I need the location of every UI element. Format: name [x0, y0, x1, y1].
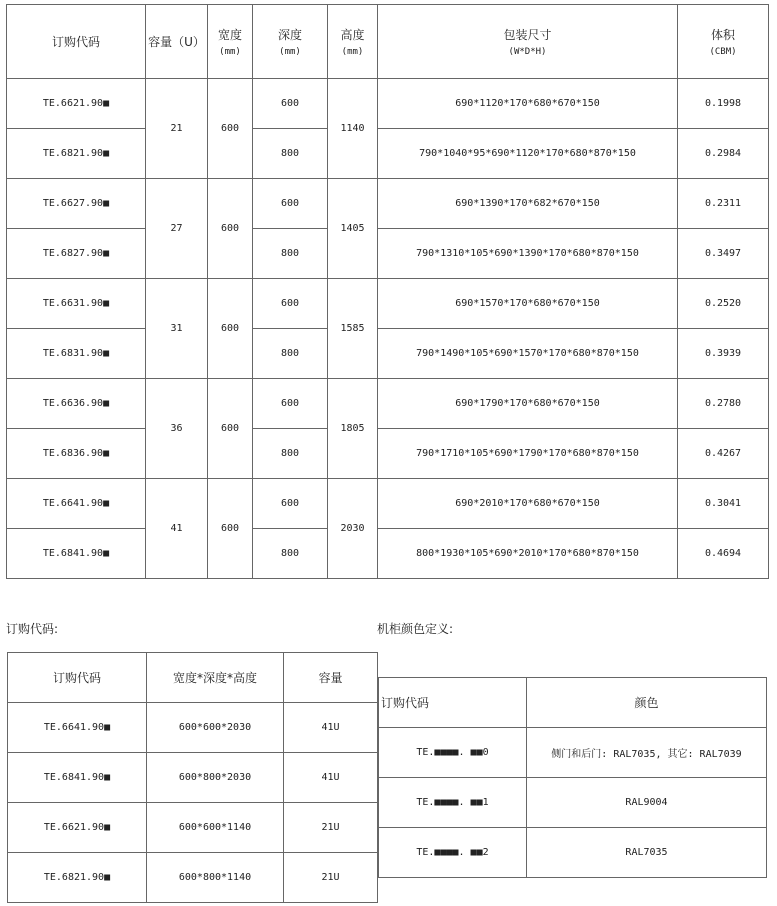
cell-package: 790*1490*105*690*1570*170*680*870*150 [378, 329, 678, 379]
header-volume [678, 5, 769, 79]
header-code: 订购代码 [7, 5, 146, 79]
header-package-label: 包装尺寸 [503, 28, 552, 42]
header-depth-unit: (mm) [279, 47, 301, 57]
color-table [378, 677, 767, 878]
cell-depth: 800 [253, 129, 328, 179]
cell-package: 690*1570*170*680*670*150 [378, 279, 678, 329]
table-row [8, 853, 378, 903]
spec-header-row [7, 5, 769, 79]
cell-volume: 0.2311 [678, 179, 769, 229]
table-row [379, 778, 767, 828]
color-cell-value: 侧门和后门: RAL7035, 其它: RAL7039 [527, 728, 767, 778]
cell-depth: 600 [253, 479, 328, 529]
order-header-code: 订购代码 [8, 653, 147, 703]
cell-depth: 800 [253, 329, 328, 379]
cell-code: TE.6831.90■ [7, 329, 146, 379]
header-package-unit: (W*D*H) [508, 47, 547, 57]
cell-volume: 0.3497 [678, 229, 769, 279]
cell-depth: 800 [253, 229, 328, 279]
order-cell-capacity: 41U [284, 753, 378, 803]
cell-volume: 0.2520 [678, 279, 769, 329]
order-cell-code: TE.6621.90■ [8, 803, 147, 853]
header-depth [253, 5, 328, 79]
table-row [379, 828, 767, 878]
cell-package: 790*1040*95*690*1120*170*680*870*150 [378, 129, 678, 179]
cell-width: 600 [208, 379, 253, 479]
color-header-row [379, 678, 767, 728]
table-row [7, 279, 769, 329]
table-row [7, 179, 769, 229]
header-height-unit: (mm) [341, 47, 364, 57]
header-depth-label: 深度 [277, 28, 302, 42]
order-section-label: 订购代码: [6, 622, 59, 636]
order-cell-code: TE.6641.90■ [8, 703, 147, 753]
cell-height: 1585 [328, 279, 378, 379]
cell-height: 2030 [328, 479, 378, 579]
table-row [8, 753, 378, 803]
cell-capacity: 21 [146, 79, 208, 179]
color-cell-code: TE.■■■■. ■■2 [379, 828, 527, 878]
cell-height: 1405 [328, 179, 378, 279]
cell-volume: 0.3041 [678, 479, 769, 529]
table-row [379, 728, 767, 778]
cell-package: 690*2010*170*680*670*150 [378, 479, 678, 529]
cell-package: 790*1710*105*690*1790*170*680*870*150 [378, 429, 678, 479]
order-cell-dims: 600*800*2030 [147, 753, 284, 803]
cell-package: 790*1310*105*690*1390*170*680*870*150 [378, 229, 678, 279]
order-cell-code: TE.6821.90■ [8, 853, 147, 903]
cell-capacity: 27 [146, 179, 208, 279]
cell-depth: 600 [253, 379, 328, 429]
table-row [7, 79, 769, 129]
cell-height: 1140 [328, 79, 378, 179]
cell-volume: 0.2984 [678, 129, 769, 179]
cell-volume: 0.4267 [678, 429, 769, 479]
cell-package: 800*1930*105*690*2010*170*680*870*150 [378, 529, 678, 579]
cell-code: TE.6636.90■ [7, 379, 146, 429]
cell-depth: 600 [253, 279, 328, 329]
cell-width: 600 [208, 479, 253, 579]
order-header-dims: 宽度*深度*高度 [147, 653, 284, 703]
cell-capacity: 36 [146, 379, 208, 479]
cell-package: 690*1790*170*680*670*150 [378, 379, 678, 429]
cell-code: TE.6621.90■ [7, 79, 146, 129]
order-cell-dims: 600*600*1140 [147, 803, 284, 853]
order-cell-dims: 600*800*1140 [147, 853, 284, 903]
header-volume-label: 体积 [710, 28, 735, 42]
header-width-unit: (mm) [219, 47, 241, 57]
cell-width: 600 [208, 179, 253, 279]
cell-capacity: 31 [146, 279, 208, 379]
header-capacity: 容量（U） [146, 5, 208, 79]
cell-volume: 0.1998 [678, 79, 769, 129]
header-width [208, 5, 253, 79]
cell-capacity: 41 [146, 479, 208, 579]
color-cell-code: TE.■■■■. ■■0 [379, 728, 527, 778]
color-cell-code: TE.■■■■. ■■1 [379, 778, 527, 828]
header-package [378, 5, 678, 79]
cell-package: 690*1120*170*680*670*150 [378, 79, 678, 129]
color-header-color: 颜色 [527, 678, 767, 728]
cell-height: 1805 [328, 379, 378, 479]
cell-volume: 0.2780 [678, 379, 769, 429]
order-cell-capacity: 21U [284, 853, 378, 903]
cell-depth: 800 [253, 429, 328, 479]
spec-table [6, 4, 769, 579]
table-row [7, 129, 769, 179]
cell-code: TE.6827.90■ [7, 229, 146, 279]
order-header-capacity: 容量 [284, 653, 378, 703]
order-cell-code: TE.6841.90■ [8, 753, 147, 803]
cell-depth: 800 [253, 529, 328, 579]
order-table [7, 652, 378, 903]
cell-volume: 0.3939 [678, 329, 769, 379]
cell-width: 600 [208, 279, 253, 379]
cell-volume: 0.4694 [678, 529, 769, 579]
cell-code: TE.6836.90■ [7, 429, 146, 479]
table-row [8, 703, 378, 753]
cell-depth: 600 [253, 179, 328, 229]
cell-package: 690*1390*170*682*670*150 [378, 179, 678, 229]
header-height-label: 高度 [340, 28, 365, 42]
cell-width: 600 [208, 79, 253, 179]
order-cell-capacity: 21U [284, 803, 378, 853]
cell-code: TE.6627.90■ [7, 179, 146, 229]
order-cell-capacity: 41U [284, 703, 378, 753]
table-row [7, 529, 769, 579]
header-volume-unit: (CBM) [709, 47, 737, 57]
table-row [8, 803, 378, 853]
order-header-row [8, 653, 378, 703]
color-header-code: 订购代码 [379, 678, 527, 728]
header-height [328, 5, 378, 79]
cell-code: TE.6821.90■ [7, 129, 146, 179]
table-row [7, 429, 769, 479]
cell-code: TE.6641.90■ [7, 479, 146, 529]
color-cell-value: RAL9004 [527, 778, 767, 828]
order-cell-dims: 600*600*2030 [147, 703, 284, 753]
cell-code: TE.6631.90■ [7, 279, 146, 329]
table-row [7, 479, 769, 529]
color-section-label: 机柜颜色定义: [377, 622, 454, 636]
cell-depth: 600 [253, 79, 328, 129]
color-cell-value: RAL7035 [527, 828, 767, 878]
header-width-label: 宽度 [217, 28, 242, 42]
table-row [7, 329, 769, 379]
table-row [7, 379, 769, 429]
cell-code: TE.6841.90■ [7, 529, 146, 579]
table-row [7, 229, 769, 279]
